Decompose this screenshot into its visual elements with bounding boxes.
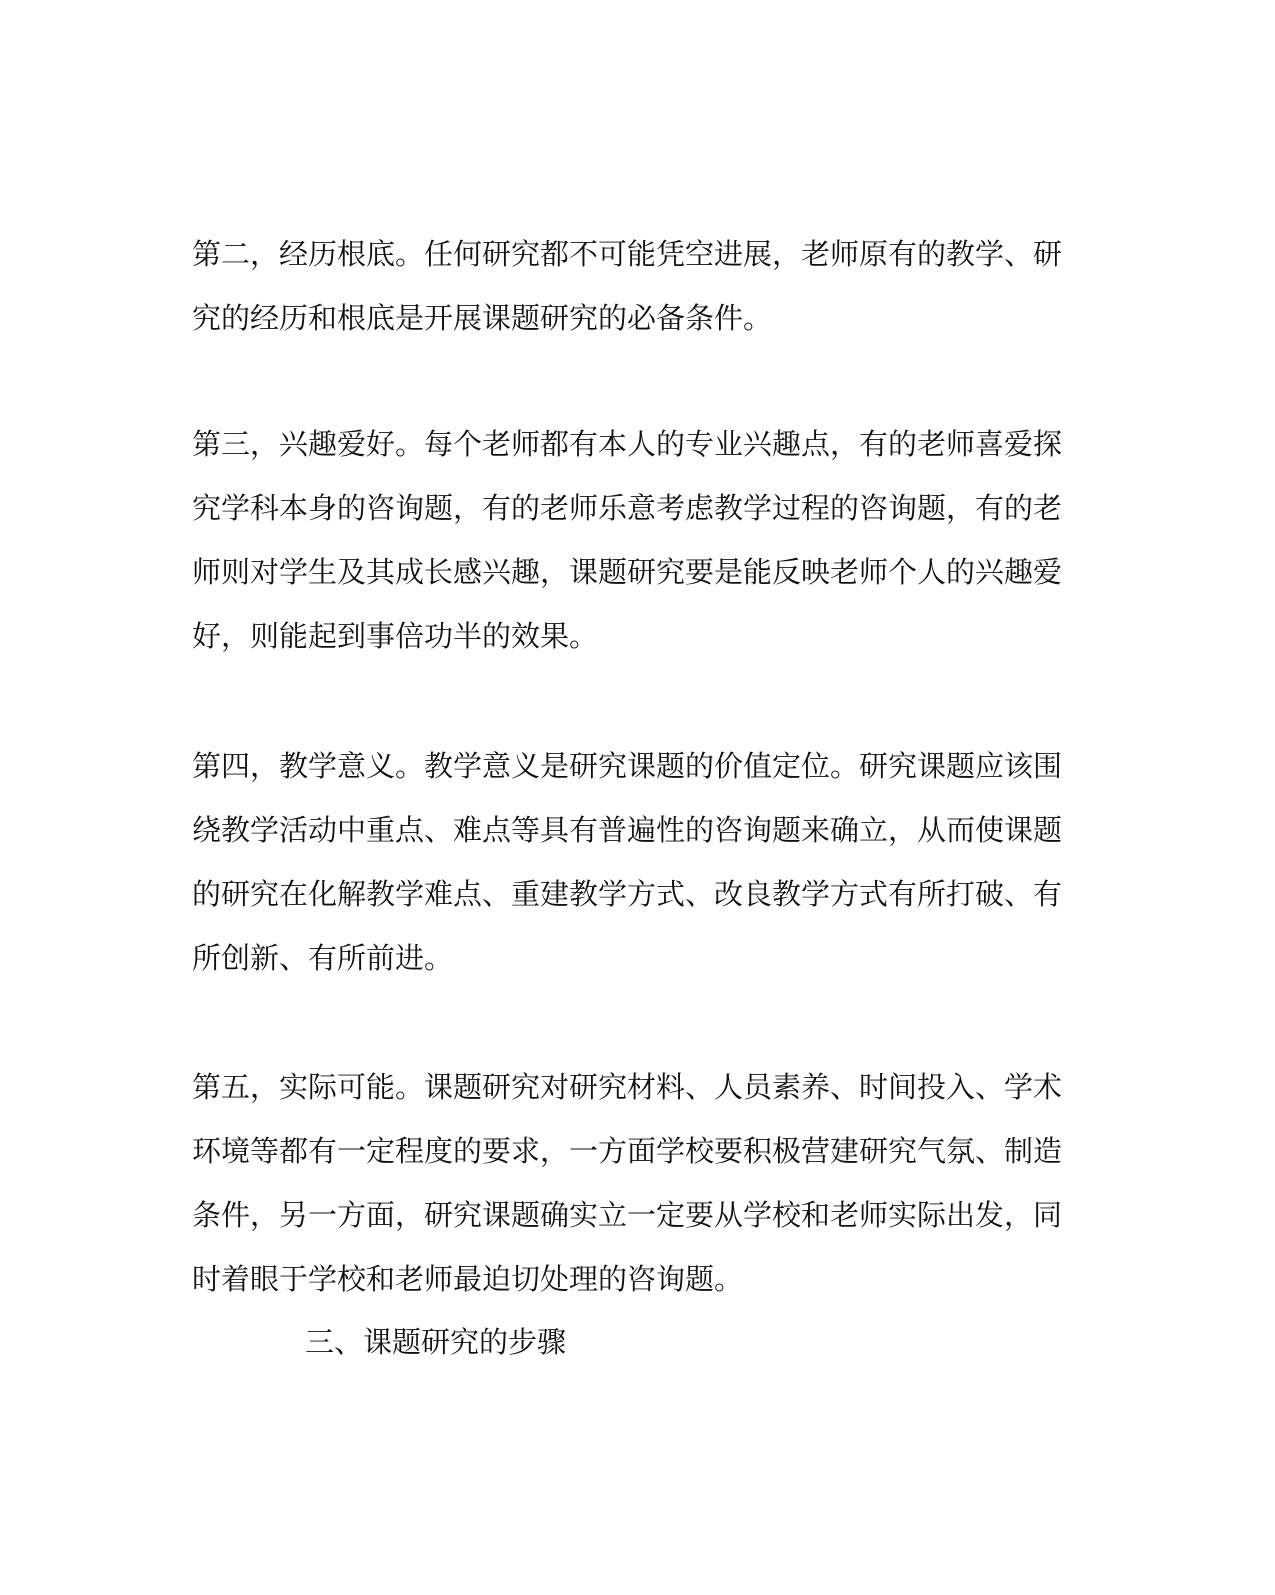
paragraph-line: 时着眼于学校和老师最迫切处理的咨询题。 [192, 1262, 744, 1296]
paragraph-line: 第三，兴趣爱好。每个老师都有本人的专业兴趣点，有的老师喜爱探 [192, 427, 1063, 461]
section-heading: 三、课题研究的步骤 [305, 1325, 567, 1359]
paragraph-line: 究的经历和根底是开展课题研究的必备条件。 [192, 301, 773, 335]
paragraph-line: 第四，教学意义。教学意义是研究课题的价值定位。研究课题应该围 [192, 749, 1063, 783]
paragraph-line: 师则对学生及其成长感兴趣，课题研究要是能反映老师个人的兴趣爱 [192, 555, 1063, 589]
paragraph-line: 绕教学活动中重点、难点等具有普遍性的咨询题来确立，从而使课题 [192, 813, 1063, 847]
paragraph-line: 环境等都有一定程度的要求，一方面学校要积极营建研究气氛、制造 [192, 1134, 1063, 1168]
paragraph-teaching-significance [192, 734, 1072, 990]
paragraph-line: 的研究在化解教学难点、重建教学方式、改良教学方式有所打破、有 [192, 877, 1063, 911]
paragraph-experience [192, 222, 1072, 350]
paragraph-line: 条件，另一方面，研究课题确实立一定要从学校和老师实际出发，同 [192, 1198, 1063, 1232]
paragraph-line: 究学科本身的咨询题，有的老师乐意考虑教学过程的咨询题，有的老 [192, 491, 1063, 525]
paragraph-line: 好，则能起到事倍功半的效果。 [192, 619, 599, 653]
paragraph-line: 第二，经历根底。任何研究都不可能凭空进展，老师原有的教学、研 [192, 237, 1063, 271]
paragraph-line: 第五，实际可能。课题研究对研究材料、人员素养、时间投入、学术 [192, 1070, 1063, 1104]
paragraph-feasibility [192, 1055, 1072, 1311]
paragraph-interest [192, 412, 1072, 668]
paragraph-line: 所创新、有所前进。 [192, 941, 454, 975]
